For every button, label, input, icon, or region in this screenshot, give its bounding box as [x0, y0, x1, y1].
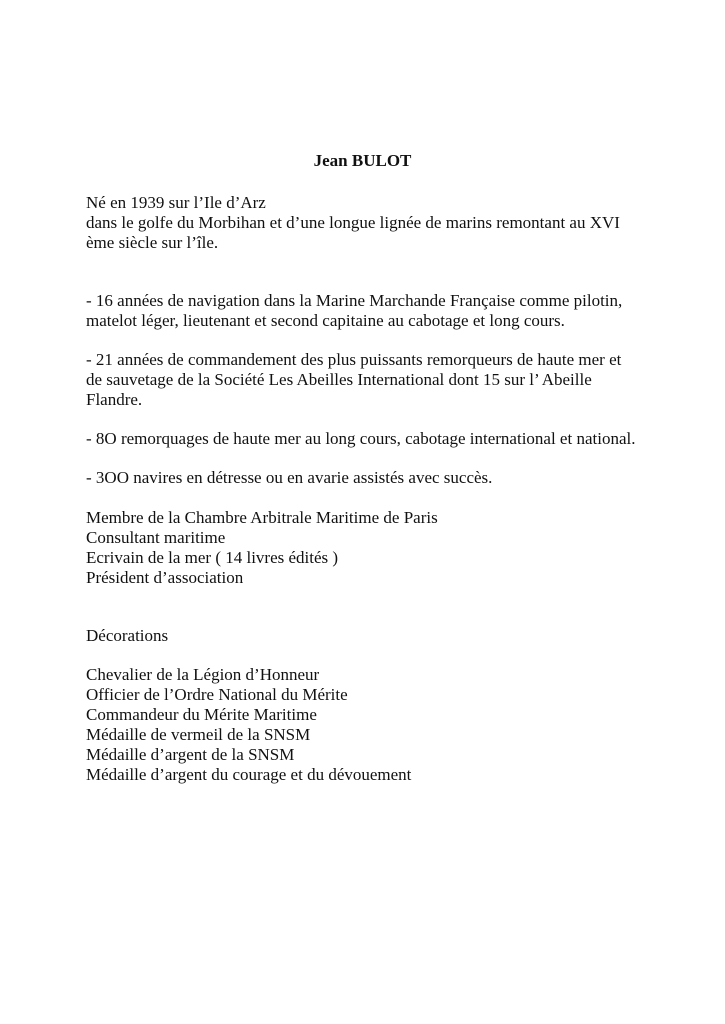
role-item: Consultant maritime [86, 528, 226, 547]
career-item-command [86, 350, 646, 410]
career-line: de sauvetage de la Société Les Abeilles International dont 15 sur l’ Abeille [86, 370, 592, 389]
decoration-item: Chevalier de la Légion d’Honneur [86, 665, 320, 684]
career-item-rescues [86, 468, 646, 488]
career-line: - 21 années de commandement des plus puissants remorqueurs de haute mer et [86, 350, 622, 369]
career-line: matelot léger, lieutenant et second capitaine au cabotage et long cours. [86, 311, 565, 330]
career-line: - 3OO navires en détresse ou en avarie assistés avec succès. [86, 468, 493, 487]
intro-line: ème siècle sur l’île. [86, 233, 219, 252]
decoration-item: Commandeur du Mérite Maritime [86, 705, 317, 724]
decoration-item: Médaille de vermeil de la SNSM [86, 725, 311, 744]
career-line: Flandre. [86, 390, 143, 409]
decorations-list [86, 665, 646, 785]
career-line: - 16 années de navigation dans la Marine Marchande Française comme pilotin, [86, 291, 623, 310]
intro-paragraph [86, 193, 646, 253]
role-item: Ecrivain de la mer ( 14 livres édités ) [86, 548, 339, 567]
career-line: - 8O remorquages de haute mer au long cours, cabotage international et national. [86, 429, 636, 448]
role-item: Président d’association [86, 568, 244, 587]
role-item: Membre de la Chambre Arbitrale Maritime de Paris [86, 508, 438, 527]
decoration-item: Médaille d’argent du courage et du dévouement [86, 765, 412, 784]
career-item-towing [86, 429, 646, 449]
career-item-navigation [86, 291, 646, 331]
intro-line: dans le golfe du Morbihan et d’une longue lignée de marins remontant au XVI [86, 213, 620, 232]
intro-line: Né en 1939 sur l’Ile d’Arz [86, 193, 266, 212]
decoration-item: Officier de l’Ordre National du Mérite [86, 685, 348, 704]
document-title: Jean BULOT [313, 151, 412, 170]
decoration-item: Médaille d’argent de la SNSM [86, 745, 295, 764]
decorations-heading: Décorations [86, 626, 169, 645]
roles-list [86, 508, 646, 588]
